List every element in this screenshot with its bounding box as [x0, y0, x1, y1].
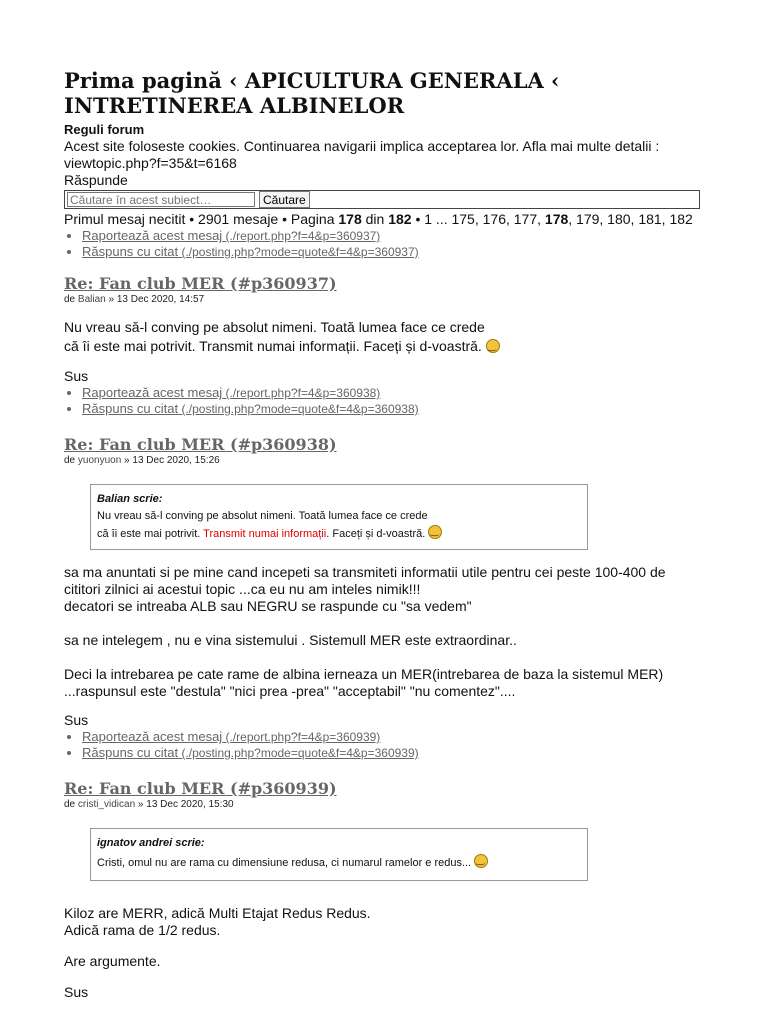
list-item [82, 385, 704, 401]
post-paragraph: Are argumente. [64, 953, 161, 969]
quote-cite: Balian scrie: [97, 493, 163, 505]
post-content [64, 905, 704, 970]
list-item [82, 228, 704, 244]
page-links-after[interactable]: , 179, 180, 181, 182 [568, 211, 693, 227]
list-item [82, 401, 704, 417]
post-paragraph: sa ma anuntati si pe mine cand incepeti sa transmiteti informatii utile pentru cei peste 100-400 de cititori zilnici ai acestui topic ...ca eu nu am inteles nimik!!! [64, 564, 666, 597]
post-author[interactable]: Balian [77, 294, 106, 305]
total-pages: 182 [388, 211, 412, 227]
post [64, 779, 704, 1001]
list-item [82, 745, 704, 761]
current-page-link: 178 [544, 211, 569, 227]
search-input[interactable] [67, 192, 255, 207]
post-title[interactable]: Re: Fan club MER (#p360937) [64, 274, 337, 293]
quote-line: Nu vreau să-l conving pe absolut nimeni. Toată lumea face ce crede [97, 510, 428, 522]
post-author[interactable]: cristi_vidican [77, 799, 136, 810]
cookie-notice [64, 138, 704, 172]
quote-cite: ignatov andrei scrie: [97, 837, 205, 849]
post-line: Nu vreau să-l conving pe absolut nimeni. Toată lumea face ce crede [64, 319, 485, 335]
reply-link[interactable]: Răspunde [64, 172, 128, 188]
pagination-prefix: Primul mesaj necitit • 2901 mesaje • Pagina [64, 211, 339, 227]
post-paragraph: Kiloz are MERR, adică Multi Etajat Redus Redus. [64, 905, 371, 921]
report-link[interactable]: Raportează acest mesaj (./report.php?f=4&p=360939) [82, 729, 381, 744]
quote-reply-link[interactable]: Răspuns cu citat (./posting.php?mode=quote&f=4&p=360937) [82, 244, 419, 259]
pagination-sep: • [411, 211, 425, 227]
pagination [64, 211, 704, 228]
post-meta: de yuonyuon » 13 Dec 2020, 15:26 [64, 455, 220, 466]
quote-block [90, 828, 588, 881]
post-content [64, 318, 704, 356]
post-date: » 13 Dec 2020, 14:57 [105, 294, 205, 305]
pagination-of: din [361, 211, 389, 227]
post-content [64, 564, 704, 700]
post-paragraph: ...raspunsul este "destula" "nici prea -prea" "acceptabil" "nu comentez".... [64, 683, 516, 699]
list-item [82, 244, 704, 260]
post-title[interactable]: Re: Fan club MER (#p360938) [64, 435, 337, 454]
cookie-details-link[interactable]: viewtopic.php?f=35&t=6168 [64, 155, 237, 171]
search-box [64, 190, 700, 209]
post-actions [64, 729, 704, 761]
smiley-icon [428, 525, 442, 539]
page-links-before[interactable]: 1 ... 175, 176, 177, [424, 211, 545, 227]
post [64, 274, 704, 417]
back-to-top-link[interactable]: Sus [64, 368, 89, 384]
smiley-icon [474, 854, 488, 868]
post-meta: de cristi_vidican » 13 Dec 2020, 15:30 [64, 799, 234, 810]
quote-line: că îi este mai potrivit. Transmit numai informații. Faceți și d-voastră. ‿ [97, 525, 581, 543]
quote-reply-link[interactable]: Răspuns cu citat (./posting.php?mode=quote&f=4&p=360939) [82, 745, 419, 760]
quote-block [90, 484, 588, 550]
quote-line: Cristi, omul nu are rama cu dimensiune redusa, ci numarul ramelor e redus... ‿ [97, 854, 581, 872]
post-actions [64, 385, 704, 417]
post-meta: de Balian » 13 Dec 2020, 14:57 [64, 294, 205, 305]
report-link[interactable]: Raportează acest mesaj (./report.php?f=4&p=360937) [82, 228, 381, 243]
report-link[interactable]: Raportează acest mesaj (./report.php?f=4&p=360938) [82, 385, 381, 400]
top-actions [64, 228, 704, 260]
post-paragraph: Adică rama de 1/2 redus. [64, 922, 221, 938]
post-date: » 13 Dec 2020, 15:30 [135, 799, 234, 810]
current-page: 178 [338, 211, 362, 227]
post-line: că îi este mai potrivit. Transmit numai informații. Faceți și d-voastră. ‿ [64, 337, 704, 356]
post-paragraph: decatori se intreaba ALB sau NEGRU se raspunde cu "sa vedem" [64, 598, 472, 614]
page-title: Prima pagină ‹ APICULTURA GENERALA ‹ INTRETINEREA ALBINELOR [64, 68, 560, 118]
search-button[interactable]: Căutare [259, 191, 310, 208]
list-item [82, 729, 704, 745]
post-title[interactable]: Re: Fan club MER (#p360939) [64, 779, 337, 798]
post [64, 435, 704, 761]
cookie-notice-text: Acest site foloseste cookies. Continuarea navigarii implica acceptarea lor. Afla mai multe detalii : [64, 138, 660, 154]
post-paragraph: Deci la intrebarea pe cate rame de albina ierneaza un MER(intrebarea de baza la sistemul MER) [64, 666, 664, 682]
post-date: » 13 Dec 2020, 15:26 [121, 455, 220, 466]
back-to-top-link[interactable]: Sus [64, 712, 89, 728]
back-to-top-link[interactable]: Sus [64, 984, 89, 1000]
rules-link[interactable]: Reguli forum [64, 122, 145, 137]
smiley-icon [486, 339, 500, 353]
quote-reply-link[interactable]: Răspuns cu citat (./posting.php?mode=quote&f=4&p=360938) [82, 401, 419, 416]
post-paragraph: sa ne intelegem , nu e vina sistemului . Sistemull MER este extraordinar.. [64, 632, 517, 648]
post-author[interactable]: yuonyuon [77, 455, 122, 466]
